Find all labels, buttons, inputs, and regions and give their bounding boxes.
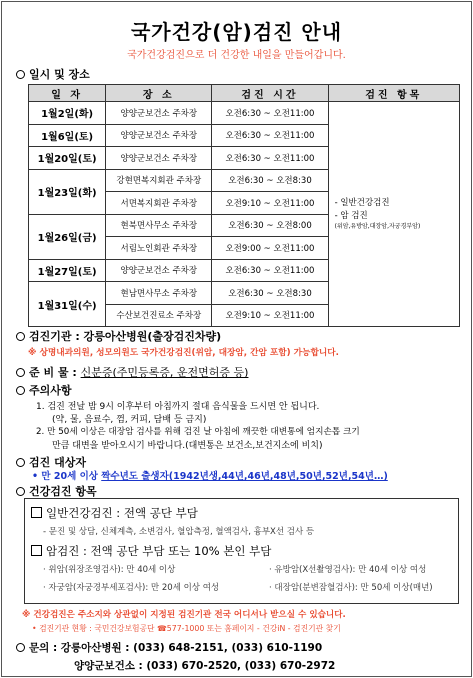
place-cell: 강현면복지회관 주차장: [106, 169, 212, 192]
bring-heading: 준 비 물 : 신분증(주민등록증, 운전면허증 등): [16, 364, 248, 380]
date-cell: 1월31일(수): [29, 282, 106, 327]
date-cell: 1월6일(토): [29, 124, 106, 147]
time-cell: 오전6:30 ~ 오전8:30: [212, 169, 328, 192]
place-cell: 현남면사무소 주차장: [106, 282, 212, 305]
target-line: [32, 468, 388, 482]
checkup-items-cell: [328, 102, 459, 327]
time-cell: 오전9:10 ~ 오전11:00: [212, 304, 328, 327]
caution-line-1: 1. 검진 전날 밤 9시 이후부터 아침까지 절대 음식물을 드시면 안 됩니다.: [36, 402, 320, 412]
schedule-heading: 일시 및 장소: [16, 66, 90, 82]
col-header-place: 장 소: [106, 85, 212, 102]
checkbox-icon: [31, 545, 42, 556]
cancer-cervical: · 자궁암(자궁경부세포검사): 만 20세 이상 여성: [43, 583, 220, 593]
date-cell: 1월23일(화): [29, 169, 106, 214]
place-cell: 수산보건진료소 주차장: [106, 304, 212, 327]
cancer-breast: · 유방암(X선촬영검사): 만 40세 이상 여성: [269, 565, 427, 575]
place-cell: 서림노인회관 주차장: [106, 237, 212, 260]
caution-heading: 주의사항: [16, 382, 72, 398]
time-cell: 오전6:30 ~ 오전8:30: [212, 282, 328, 305]
checkbox-icon: [31, 507, 42, 518]
caution-line-4: 만큼 대변을 받아오시기 바랍니다.(대변통은 보건소,보건지소에 비치): [52, 441, 323, 451]
items-heading: 건강검진 항목: [16, 483, 97, 499]
target-years: 짝수년도 출생자(1942년생,44년,46년,48년,50년,52년,54년…): [101, 471, 388, 482]
items-line-cancer-types: (위암,유방암,대장암,자궁경부암): [334, 223, 421, 231]
target-heading: 검진 대상자: [16, 454, 86, 470]
time-cell: 오전6:30 ~ 오전11:00: [212, 259, 328, 282]
contact-line-1: 문의 : 강릉아산병원 : (033) 648-2151, (033) 610-1190: [16, 640, 322, 655]
items-line-cancer: - 암 검진: [334, 210, 368, 221]
circle-bullet-icon: [16, 643, 25, 652]
col-header-time: 검진 시간: [212, 85, 328, 102]
time-cell: 오전9:00 ~ 오전11:00: [212, 237, 328, 260]
schedule-table: [28, 84, 460, 327]
caution-line-2: (약, 물, 음료수, 껌, 커피, 담배 등 금지): [52, 415, 207, 425]
place-cell: 양양군보건소 주차장: [106, 102, 212, 125]
notice-line-2: • 검진기관 현황 : 국민건강보험공단 ☎577-1000 또는 홈페이지 - 건강iN - 검진기관 찾기: [32, 624, 341, 633]
table-row: [29, 102, 460, 125]
caution-line-3: 2. 만 50세 이상은 대장암 검사를 위해 검진 날 아침에 깨끗한 대변통에 엄지손톱 크기: [36, 427, 360, 437]
cancer-stomach: · 위암(위장조영검사): 만 40세 이상: [43, 565, 176, 575]
date-cell: 1월26일(금): [29, 214, 106, 259]
circle-bullet-icon: [16, 487, 25, 496]
cancer-colon: · 대장암(분변잠혈검사): 만 50세 이상(매년): [269, 583, 433, 593]
date-cell: 1월27일(토): [29, 259, 106, 282]
circle-bullet-icon: [16, 70, 25, 79]
time-cell: 오전9:10 ~ 오전11:00: [212, 192, 328, 215]
place-cell: 양양군보건소 주차장: [106, 124, 212, 147]
page-subtitle: 국가건강검진으로 더 건강한 내일을 만들어갑니다.: [127, 50, 346, 61]
checkup-items-box: [24, 498, 459, 604]
col-header-items: 검진 항목: [328, 85, 459, 102]
time-cell: 오전6:30 ~ 오전8:00: [212, 214, 328, 237]
cancer-checkup-title: 암검진 : 전액 공단 부담 또는 10% 본인 부담: [31, 543, 271, 559]
general-checkup-desc: - 문진 및 상담, 신체계측, 소변검사, 혈압측정, 혈액검사, 흉부X선 검사 등: [43, 527, 315, 537]
bring-items: 신분증(주민등록증, 운전면허증 등): [80, 366, 249, 379]
place-cell: 서면복지회관 주차장: [106, 192, 212, 215]
notice-line-1: ※ 건강검진은 주소지와 상관없이 지정된 검진기관 전국 어디서나 받으실 수 있습니다.: [22, 610, 346, 620]
institution-note: ※ 상명내과의원, 성모의원도 국가건강검진(위암, 대장암, 간암 포함) 가능합니다.: [28, 348, 339, 358]
contact-line-2: 양양군보건소 : (033) 670-2520, (033) 670-2972: [74, 660, 336, 672]
institution-heading: 검진기관 : 강릉아산병원(출장검진차량): [16, 328, 221, 344]
circle-bullet-icon: [16, 458, 25, 467]
time-cell: 오전6:30 ~ 오전11:00: [212, 102, 328, 125]
circle-bullet-icon: [16, 332, 25, 341]
time-cell: 오전6:30 ~ 오전11:00: [212, 147, 328, 170]
target-prefix: • 만 20세 이상: [32, 471, 102, 482]
col-header-date: 일 자: [29, 85, 106, 102]
circle-bullet-icon: [16, 386, 25, 395]
place-cell: 현북면사무소 주차장: [106, 214, 212, 237]
date-cell: 1월20일(토): [29, 147, 106, 170]
circle-bullet-icon: [16, 368, 25, 377]
general-checkup-title: 일반건강검진 : 전액 공단 부담: [31, 505, 198, 521]
place-cell: 양양군보건소 주차장: [106, 147, 212, 170]
page-title: 국가건강(암)검진 안내: [130, 20, 343, 44]
time-cell: 오전6:30 ~ 오전11:00: [212, 124, 328, 147]
place-cell: 양양군보건소 주차장: [106, 259, 212, 282]
items-line-general: - 일반건강검진: [334, 197, 390, 208]
notice-page: [1, 1, 472, 677]
date-cell: 1월2일(화): [29, 102, 106, 125]
